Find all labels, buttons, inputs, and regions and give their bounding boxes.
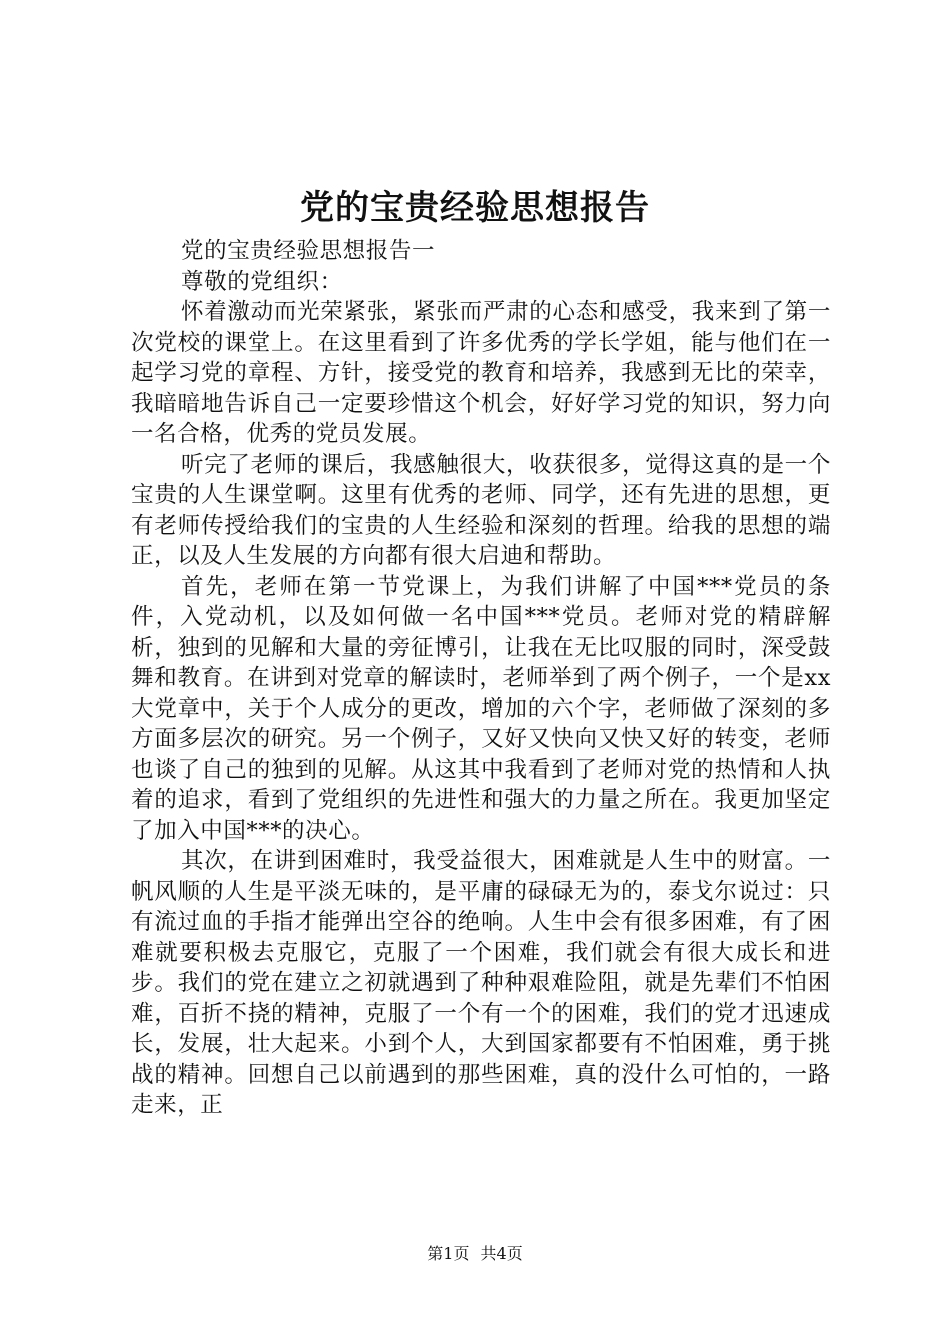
page-total: 共4页 [480,1244,523,1263]
document-body [131,236,831,1121]
page-footer [0,1243,950,1265]
paragraph: 其次，在讲到困难时，我受益很大，困难就是人生中的财富。一帆风顺的人生是平淡无味的，是平庸的碌碌无为的，泰戈尔说过：只有流过血的手指才能弹出空谷的绝响。人生中会有很多困难，有了困难就要积极去克服它，克服了一个困难，我们就会有很大成长和进步。我们的党在建立之初就遇到了种种艰难险阻，就是先辈们不怕困难，百折不挠的精神，克服了一个有一个的困难，我们的党才迅速成长，发展，壮大起来。小到个人，大到国家都要有不怕困难，勇于挑战的精神。回想自己以前遇到的那些困难，真的没什么可怕的，一路走来，正 [131,848,831,1118]
paragraph: 怀着激动而光荣紧张，紧张而严肃的心态和感受，我来到了第一次党校的课堂上。在这里看到了许多优秀的学长学姐，能与他们在一起学习党的章程、方针，接受党的教育和培养，我感到无比的荣幸，我暗暗地告诉自己一定要珍惜这个机会，好好学习党的知识，努力向一名合格，优秀的党员发展。 [131,299,831,447]
paragraph-subtitle: 党的宝贵经验思想报告一 [181,238,436,264]
paragraph-salutation: 尊敬的党组织： [181,268,343,295]
paragraph: 首先，老师在第一节党课上，为我们讲解了中国***党员的条件，入党动机，以及如何做一名中国***党员。老师对党的精辟解析，独到的见解和大量的旁征博引，让我在无比叹服的同时，深受鼓舞和教育。在讲到对党章的解读时，老师举到了两个例子，一个是xx大党章中，关于个人成分的更改，增加的六个字，老师做了深刻的多方面多层次的研究。另一个例子，又好又快向又快又好的转变，老师也谈了自己的独到的见解。从这其中我看到了老师对党的热情和人执着的追求，看到了党组织的先进性和强大的力量之所在。我更加坚定了加入中国***的决心。 [131,573,831,844]
page-number: 第1页 [427,1244,470,1263]
paragraph: 听完了老师的课后，我感触很大，收获很多，觉得这真的是一个宝贵的人生课堂啊。这里有优秀的老师、同学，还有先进的思想，更有老师传授给我们的宝贵的人生经验和深刻的哲理。给我的思想的端正，以及人生发展的方向都有很大启迪和帮助。 [131,451,831,569]
document-title: 党的宝贵经验思想报告 [300,188,650,228]
